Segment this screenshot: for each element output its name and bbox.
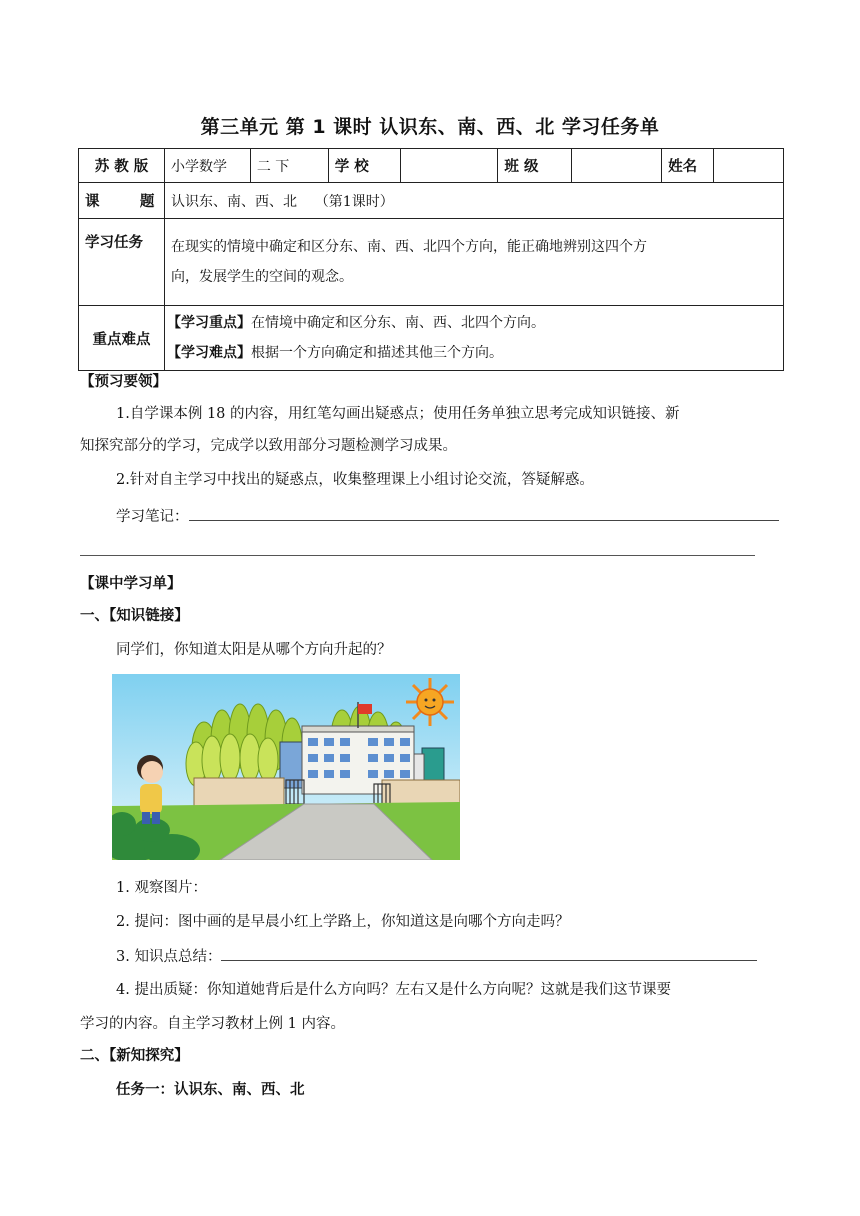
- preview-item1-line1: 1.自学课本例 18 的内容，用红笔勾画出疑惑点；使用任务单独立思考完成知识链接、新: [116, 406, 680, 422]
- school-label: 学 校: [328, 149, 400, 183]
- notes-label: 学习笔记：: [116, 509, 189, 525]
- info-row-topic: [79, 183, 784, 219]
- info-table: [78, 148, 784, 371]
- page-title: 第三单元 第 1 课时 认识东、南、西、北 学习任务单: [200, 116, 660, 138]
- step-doubt-line2: 学习的内容。自主学习教材上例 1 内容。: [80, 1016, 345, 1032]
- notes-line: [116, 506, 779, 527]
- step-question: 2. 提问：图中画的是早晨小红上学路上，你知道这是向哪个方向走吗？: [116, 914, 570, 930]
- task-one: 任务一：认识东、南、西、北: [116, 1082, 305, 1098]
- task-label: 学习任务: [79, 219, 165, 306]
- key-point-text: 在情境中确定和区分东、南、西、北四个方向。: [250, 315, 545, 331]
- topic-label: 课 题: [79, 183, 165, 219]
- notes-extra-line: [80, 555, 755, 556]
- step-doubt-line1: 4. 提出质疑：你知道她背后是什么方向吗？左右又是什么方向呢？这就是我们这节课要: [116, 982, 671, 998]
- info-row-header: [79, 149, 784, 183]
- topic-value: 认识东、南、西、北 （第1课时）: [164, 183, 783, 219]
- step-observe: 1. 观察图片：: [116, 880, 207, 896]
- summary-line: [116, 946, 757, 967]
- preview-item1-line2: 知探究部分的学习，完成学以致用部分习题检测学习成果。: [80, 438, 457, 454]
- section-knowledge-link: 一、【知识链接】: [80, 608, 189, 624]
- publisher-cell: 苏 教 版: [79, 149, 165, 183]
- info-row-key: [79, 306, 784, 371]
- school-value[interactable]: [400, 149, 498, 183]
- difficulty-line: [167, 338, 777, 368]
- key-text: [164, 306, 783, 371]
- difficulty-text: 根据一个方向确定和描述其他三个方向。: [250, 345, 503, 361]
- notes-blank[interactable]: [189, 506, 779, 521]
- summary-blank[interactable]: [221, 946, 757, 961]
- name-value[interactable]: [714, 149, 784, 183]
- key-point-line: [167, 308, 777, 338]
- preview-item2: 2.针对自主学习中找出的疑惑点，收集整理课上小组讨论交流，答疑解惑。: [116, 472, 594, 488]
- sun-icon: [406, 678, 454, 726]
- info-row-task: [79, 219, 784, 306]
- section-new-knowledge: 二、【新知探究】: [80, 1048, 189, 1064]
- class-value[interactable]: [572, 149, 662, 183]
- school-scene-illustration: [112, 674, 460, 860]
- key-point-tag: 【学习重点】: [166, 315, 251, 331]
- subject-cell: 小学数学: [164, 149, 250, 183]
- key-label: 重点难点: [79, 306, 165, 371]
- task-text: [164, 219, 783, 306]
- preview-heading: 【预习要领】: [80, 374, 167, 390]
- sun-question: 同学们，你知道太阳是从哪个方向升起的？: [116, 642, 392, 658]
- task-line-2: 向，发展学生的空间的观念。: [170, 269, 353, 285]
- task-line-1: 在现实的情境中确定和区分东、南、西、北四个方向，能正确地辨别这四个方: [170, 239, 647, 255]
- class-label: 班 级: [498, 149, 572, 183]
- name-label: 姓名: [662, 149, 714, 183]
- difficulty-tag: 【学习难点】: [166, 345, 251, 361]
- summary-label: 3. 知识点总结：: [116, 949, 222, 965]
- lesson-heading: 【课中学习单】: [80, 576, 182, 592]
- grade-cell: 二 下: [250, 149, 328, 183]
